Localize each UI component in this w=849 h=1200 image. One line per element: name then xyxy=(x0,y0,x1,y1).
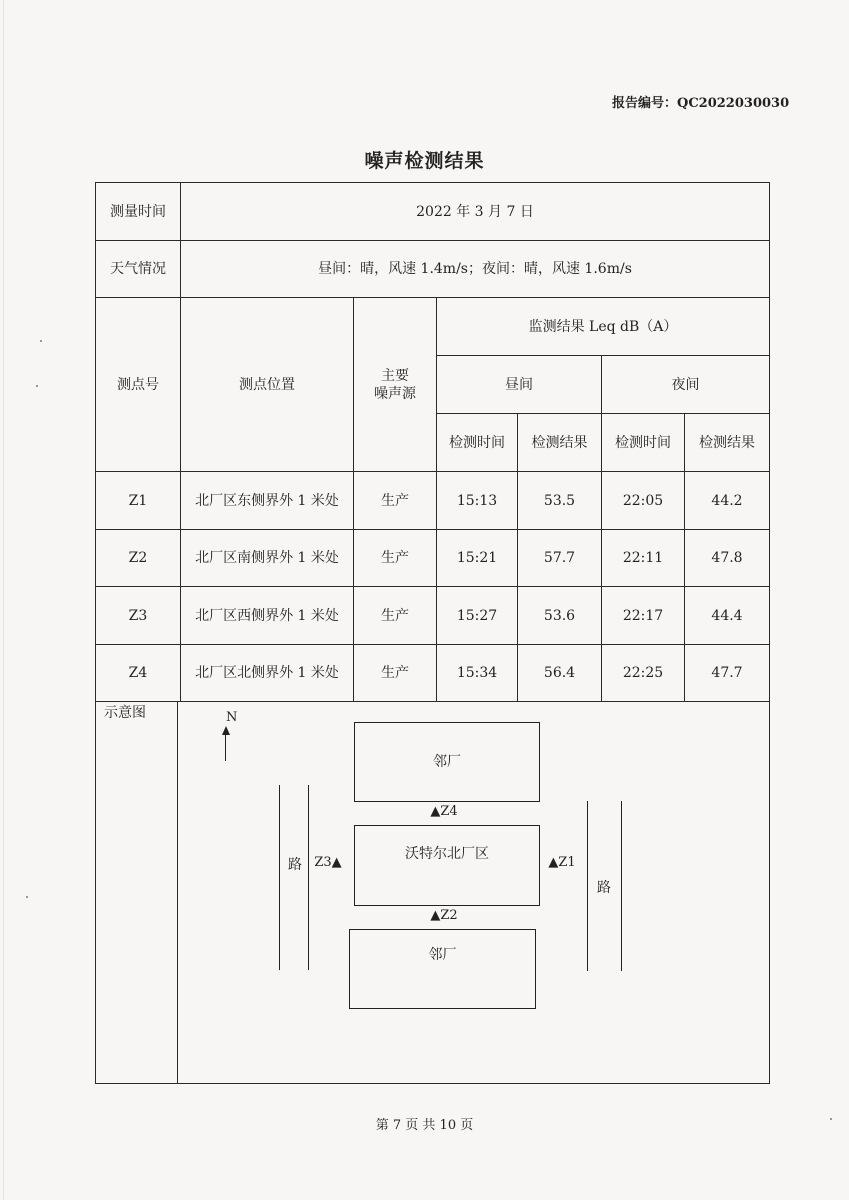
point-z4: ▲Z4 xyxy=(430,804,458,819)
road-left-edge xyxy=(279,785,280,970)
row-day-value: 53.5 xyxy=(543,492,576,509)
header-day-time: 检测时间 xyxy=(449,434,505,451)
table-col-rule xyxy=(177,701,178,1083)
page-footer: 第 7 页 共 10 页 xyxy=(375,1118,474,1133)
scan-speck xyxy=(36,385,38,387)
header-result-group: 监测结果 Leq dB（A） xyxy=(528,318,678,335)
neighbor-plant-bottom xyxy=(349,929,536,1009)
row-location: 北厂区东侧界外 1 米处 xyxy=(195,492,339,509)
neighbor-plant-top-label: 邻厂 xyxy=(433,754,461,770)
point-z1: ▲Z1 xyxy=(548,855,576,870)
row-location: 北厂区南侧界外 1 米处 xyxy=(195,550,339,566)
north-arrow-shaft xyxy=(225,734,226,761)
table-rule xyxy=(95,701,770,702)
row-point: Z4 xyxy=(128,665,148,681)
row-source: 生产 xyxy=(381,607,409,624)
row-day-value: 57.7 xyxy=(543,550,576,566)
row-night-time: 22:05 xyxy=(622,492,664,509)
header-day-result: 检测结果 xyxy=(531,434,588,451)
table-border-right xyxy=(769,182,770,1084)
row-day-value: 56.4 xyxy=(543,665,576,681)
row-day-time: 15:13 xyxy=(456,492,498,509)
header-day: 昼间 xyxy=(505,376,533,393)
header-location: 测点位置 xyxy=(239,376,295,393)
weather-value: 昼间：晴，风速 1.4m/s；夜间：晴，风速 1.6m/s xyxy=(318,261,632,277)
main-plant xyxy=(354,825,540,906)
row-point: Z2 xyxy=(128,550,148,566)
row-night-time: 22:11 xyxy=(622,550,664,566)
measure-time-value: 2022 年 3 月 7 日 xyxy=(416,203,534,220)
road-left-edge xyxy=(308,785,309,970)
scan-speck xyxy=(830,1118,832,1120)
row-night-value: 47.8 xyxy=(711,550,743,566)
road-right-edge xyxy=(621,801,622,971)
header-night: 夜间 xyxy=(671,376,700,393)
header-main-source-line1: 主要 xyxy=(381,367,409,384)
row-point: Z1 xyxy=(128,492,148,509)
row-source: 生产 xyxy=(381,665,409,681)
road-right-label: 路 xyxy=(597,880,611,896)
road-right-edge xyxy=(587,801,588,971)
row-source: 生产 xyxy=(381,492,409,509)
road-left-label: 路 xyxy=(288,857,302,873)
point-z2: ▲Z2 xyxy=(430,908,458,923)
main-plant-label: 沃特尔北厂区 xyxy=(405,846,489,862)
scan-speck xyxy=(26,896,28,898)
page-title: 噪声检测结果 xyxy=(364,150,485,172)
row-day-time: 15:27 xyxy=(456,607,498,624)
header-main-source xyxy=(354,298,436,471)
row-location: 北厂区西侧界外 1 米处 xyxy=(195,607,339,624)
row-source: 生产 xyxy=(381,550,409,566)
neighbor-plant-bottom-label: 邻厂 xyxy=(428,947,457,963)
measure-time-label: 测量时间 xyxy=(110,203,166,220)
header-main-source-line2: 噪声源 xyxy=(374,385,416,402)
header-point-no: 测点号 xyxy=(117,376,159,393)
header-night-result: 检测结果 xyxy=(699,434,755,451)
row-night-time: 22:17 xyxy=(622,607,664,624)
diagram-label: 示意图 xyxy=(104,705,146,721)
weather-label: 天气情况 xyxy=(110,261,166,277)
north-label: N xyxy=(226,710,238,725)
row-night-value: 47.7 xyxy=(711,665,743,681)
row-night-time: 22:25 xyxy=(622,665,664,681)
header-night-time: 检测时间 xyxy=(615,434,671,451)
scan-speck xyxy=(40,340,42,342)
table-border-bottom xyxy=(95,1083,770,1084)
row-day-time: 15:34 xyxy=(456,665,498,681)
row-location: 北厂区北侧界外 1 米处 xyxy=(195,665,339,681)
report-number: 报告编号：QC2022030030 xyxy=(612,96,790,111)
page-edge xyxy=(3,0,4,1200)
row-point: Z3 xyxy=(128,607,148,624)
point-z3: Z3▲ xyxy=(314,855,342,870)
row-day-time: 15:21 xyxy=(456,550,498,566)
row-day-value: 53.6 xyxy=(543,607,576,624)
neighbor-plant-top xyxy=(354,722,540,802)
row-night-value: 44.2 xyxy=(711,492,743,509)
north-arrow-icon xyxy=(222,726,230,735)
row-night-value: 44.4 xyxy=(711,607,743,624)
